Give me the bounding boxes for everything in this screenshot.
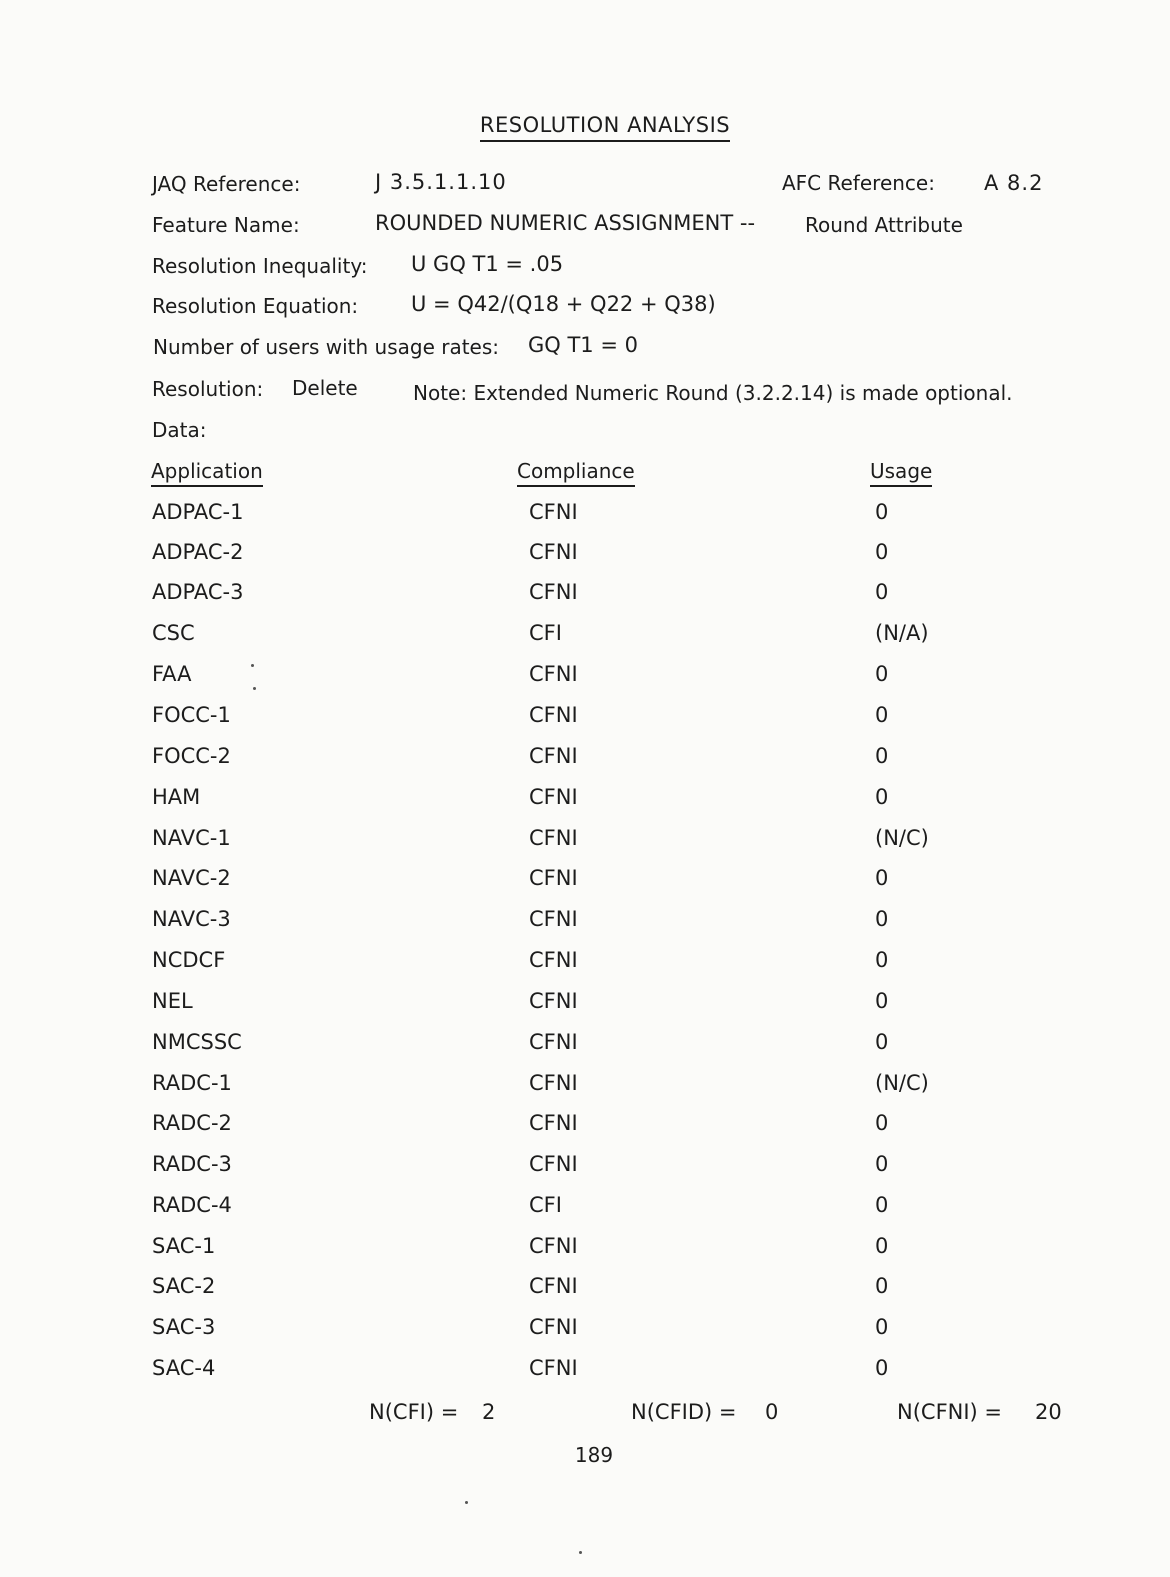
total-cfid-label: N(CFID) = bbox=[631, 1400, 737, 1424]
table-row bbox=[0, 907, 1170, 947]
table-row bbox=[0, 785, 1170, 825]
usage-cell: 0 bbox=[875, 907, 889, 931]
compliance-cell: CFNI bbox=[529, 948, 578, 972]
application-cell: ADPAC-1 bbox=[152, 500, 244, 524]
application-cell: CSC bbox=[152, 621, 195, 645]
application-cell: RADC-3 bbox=[152, 1152, 232, 1176]
table-row bbox=[0, 1030, 1170, 1070]
usage-cell: 0 bbox=[875, 540, 889, 564]
compliance-cell: CFNI bbox=[529, 1030, 578, 1054]
application-cell: SAC-3 bbox=[152, 1315, 216, 1339]
usage-cell: 0 bbox=[875, 948, 889, 972]
compliance-cell: CFNI bbox=[529, 866, 578, 890]
table-row bbox=[0, 1234, 1170, 1274]
usage-cell: 0 bbox=[875, 1356, 889, 1380]
usage-cell: 0 bbox=[875, 580, 889, 604]
table-row bbox=[0, 826, 1170, 866]
table-row bbox=[0, 540, 1170, 580]
application-cell: HAM bbox=[152, 785, 201, 809]
application-cell: NAVC-1 bbox=[152, 826, 231, 850]
table-row bbox=[0, 662, 1170, 702]
table-row bbox=[0, 866, 1170, 906]
compliance-cell: CFNI bbox=[529, 1071, 578, 1095]
scan-speck bbox=[251, 664, 254, 667]
table-row bbox=[0, 948, 1170, 988]
usage-cell: 0 bbox=[875, 785, 889, 809]
data-label: Data: bbox=[152, 418, 207, 442]
compliance-cell: CFNI bbox=[529, 1356, 578, 1380]
usage-cell: 0 bbox=[875, 1234, 889, 1258]
resolution-equation-value: U = Q42/(Q18 + Q22 + Q38) bbox=[411, 292, 716, 316]
usage-cell: 0 bbox=[875, 1193, 889, 1217]
feature-name-label: Feature Name: bbox=[152, 213, 300, 237]
resolution-inequality-value: U GQ T1 = .05 bbox=[411, 252, 564, 276]
application-cell: SAC-4 bbox=[152, 1356, 216, 1380]
resolution-note: Note: Extended Numeric Round (3.2.2.14) is made optional. bbox=[413, 381, 1013, 405]
feature-name-subtitle: Round Attribute bbox=[805, 213, 963, 237]
total-cfid-value: 0 bbox=[765, 1400, 779, 1424]
application-cell: FAA bbox=[152, 662, 192, 686]
usage-cell: (N/C) bbox=[875, 826, 929, 850]
usage-cell: 0 bbox=[875, 703, 889, 727]
compliance-cell: CFNI bbox=[529, 1274, 578, 1298]
usage-cell: 0 bbox=[875, 662, 889, 686]
usage-cell: 0 bbox=[875, 1152, 889, 1176]
resolution-equation-label: Resolution Equation: bbox=[152, 294, 359, 318]
scan-speck bbox=[253, 687, 256, 690]
compliance-cell: CFNI bbox=[529, 989, 578, 1013]
total-cfi-label: N(CFI) = bbox=[369, 1400, 459, 1424]
compliance-cell: CFNI bbox=[529, 500, 578, 524]
total-cfi-value: 2 bbox=[482, 1400, 496, 1424]
jaq-reference-label: JAQ Reference: bbox=[152, 172, 301, 196]
application-cell: SAC-2 bbox=[152, 1274, 216, 1298]
table-row bbox=[0, 1152, 1170, 1192]
application-cell: FOCC-1 bbox=[152, 703, 231, 727]
application-cell: NEL bbox=[152, 989, 193, 1013]
compliance-cell: CFNI bbox=[529, 1315, 578, 1339]
page-title bbox=[0, 113, 1170, 142]
table-row bbox=[0, 1193, 1170, 1233]
compliance-cell: CFNI bbox=[529, 662, 578, 686]
application-cell: RADC-4 bbox=[152, 1193, 232, 1217]
usage-cell: 0 bbox=[875, 866, 889, 890]
table-row bbox=[0, 1315, 1170, 1355]
scan-speck bbox=[579, 1551, 582, 1554]
application-cell: RADC-2 bbox=[152, 1111, 232, 1135]
page-number: 189 bbox=[574, 1443, 614, 1467]
application-cell: ADPAC-2 bbox=[152, 540, 244, 564]
resolution-inequality-label: Resolution Inequality: bbox=[152, 254, 368, 278]
application-cell: RADC-1 bbox=[152, 1071, 232, 1095]
table-row bbox=[0, 1356, 1170, 1396]
total-cfni-label: N(CFNI) = bbox=[897, 1400, 1003, 1424]
usage-cell: 0 bbox=[875, 744, 889, 768]
usage-cell: (N/A) bbox=[875, 621, 929, 645]
table-row bbox=[0, 989, 1170, 1029]
compliance-cell: CFNI bbox=[529, 540, 578, 564]
scan-speck bbox=[465, 1501, 468, 1504]
resolution-label: Resolution: bbox=[152, 377, 264, 401]
afc-reference-value: A 8.2 bbox=[984, 171, 1044, 195]
compliance-cell: CFNI bbox=[529, 907, 578, 931]
compliance-cell: CFNI bbox=[529, 1152, 578, 1176]
compliance-cell: CFNI bbox=[529, 580, 578, 604]
table-row bbox=[0, 580, 1170, 620]
application-cell: ADPAC-3 bbox=[152, 580, 244, 604]
users-with-usage-label: Number of users with usage rates: bbox=[153, 335, 500, 359]
usage-cell: 0 bbox=[875, 1030, 889, 1054]
usage-cell: 0 bbox=[875, 1315, 889, 1339]
application-cell: NAVC-3 bbox=[152, 907, 231, 931]
application-cell: NMCSSC bbox=[152, 1030, 242, 1054]
usage-cell: 0 bbox=[875, 1111, 889, 1135]
column-header-usage: Usage bbox=[870, 459, 932, 487]
resolution-value: Delete bbox=[292, 376, 358, 400]
compliance-cell: CFNI bbox=[529, 1234, 578, 1258]
usage-cell: 0 bbox=[875, 989, 889, 1013]
compliance-cell: CFNI bbox=[529, 1111, 578, 1135]
afc-reference-label: AFC Reference: bbox=[782, 171, 935, 195]
application-cell: NCDCF bbox=[152, 948, 226, 972]
users-with-usage-value: GQ T1 = 0 bbox=[528, 333, 638, 357]
column-header-application: Application bbox=[151, 459, 263, 487]
table-row bbox=[0, 1274, 1170, 1314]
table-row bbox=[0, 703, 1170, 743]
usage-cell: 0 bbox=[875, 500, 889, 524]
application-cell: FOCC-2 bbox=[152, 744, 231, 768]
compliance-cell: CFNI bbox=[529, 826, 578, 850]
compliance-cell: CFNI bbox=[529, 785, 578, 809]
usage-cell: 0 bbox=[875, 1274, 889, 1298]
compliance-cell: CFI bbox=[529, 1193, 562, 1217]
application-cell: NAVC-2 bbox=[152, 866, 231, 890]
table-row bbox=[0, 621, 1170, 661]
compliance-cell: CFNI bbox=[529, 703, 578, 727]
column-header-compliance: Compliance bbox=[517, 459, 635, 487]
feature-name-value: ROUNDED NUMERIC ASSIGNMENT -- bbox=[375, 211, 756, 235]
table-row bbox=[0, 744, 1170, 784]
table-row bbox=[0, 1111, 1170, 1151]
compliance-cell: CFNI bbox=[529, 744, 578, 768]
application-cell: SAC-1 bbox=[152, 1234, 216, 1258]
usage-cell: (N/C) bbox=[875, 1071, 929, 1095]
page-title-text: RESOLUTION ANALYSIS bbox=[480, 113, 730, 142]
total-cfni-value: 20 bbox=[1035, 1400, 1062, 1424]
jaq-reference-value: J 3.5.1.1.10 bbox=[375, 170, 507, 194]
compliance-cell: CFI bbox=[529, 621, 562, 645]
table-row bbox=[0, 1071, 1170, 1111]
table-row bbox=[0, 500, 1170, 540]
